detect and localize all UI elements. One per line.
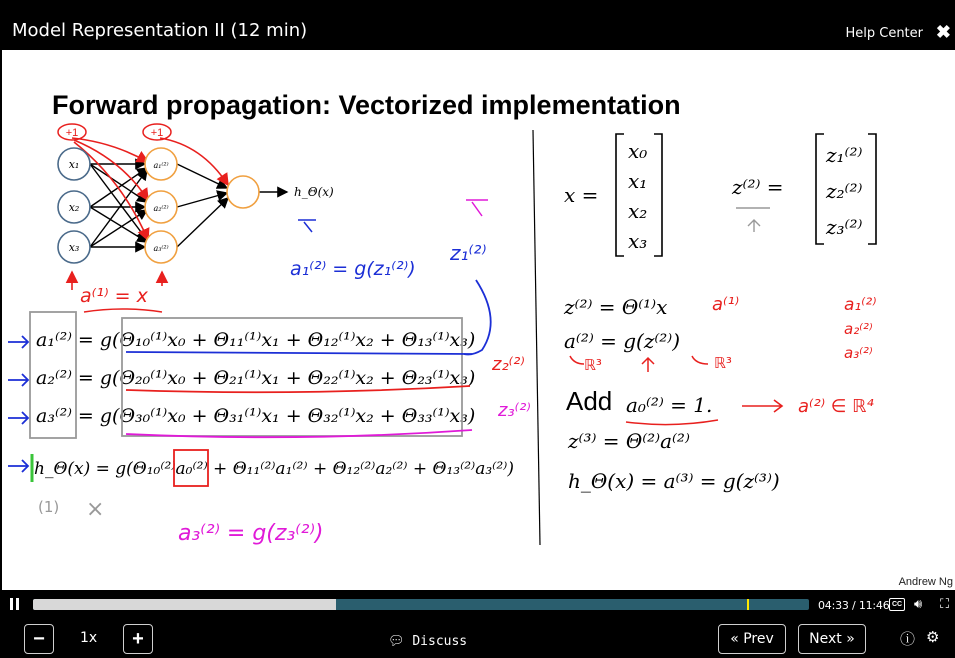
prev-button[interactable]: « Prev (718, 624, 786, 654)
annotation-a3-def: a₃⁽²⁾ = g(z₃⁽²⁾) (178, 521, 324, 546)
equation-a0: a₀⁽²⁾ = 1. (626, 393, 713, 417)
z-vector-entry: z₁⁽²⁾ (826, 143, 863, 167)
annotation-r3-right: ℝ³ (714, 354, 732, 372)
speed-up-button[interactable]: + (123, 624, 153, 654)
equation-add-prefix: Add (566, 386, 613, 416)
slide-credit: Andrew Ng (898, 576, 953, 588)
seek-marker[interactable] (747, 599, 749, 610)
output-label: h_Θ(x) (294, 185, 334, 199)
captions-button[interactable]: CC (889, 598, 905, 611)
x-vector-entry: x₁ (628, 169, 648, 193)
annotation-stack: a₃⁽²⁾ (844, 344, 873, 362)
input-node-label: x₃ (68, 241, 80, 254)
underline-annotation (84, 309, 162, 312)
volume-icon[interactable]: 🔊︎ (914, 596, 923, 611)
fullscreen-icon[interactable]: ⛶ (940, 596, 950, 611)
input-node-label: x₁ (68, 158, 80, 171)
annotation-a-x: a⁽¹⁾ (712, 294, 740, 315)
hidden-node-label: a₁⁽²⁾ (153, 161, 169, 170)
equation-a2: a₂⁽²⁾ = g(Θ₂₀⁽¹⁾x₀ + Θ₂₁⁽¹⁾x₁ + Θ₂₂⁽¹⁾x₂ + Θ₂₃⁽¹⁾x₃) (36, 367, 476, 389)
lecture-slide (2, 50, 955, 590)
pen-mark (642, 358, 654, 372)
pen-mark (466, 200, 488, 216)
x-vector-lhs: x = (564, 183, 599, 207)
pen-arrow (742, 400, 782, 412)
input-node-label: x₂ (68, 201, 80, 214)
title-bar (0, 0, 955, 50)
next-button[interactable]: Next » (798, 624, 866, 654)
annotation-z3: z₃⁽²⁾ (498, 400, 531, 421)
discuss-button[interactable] (388, 634, 467, 649)
underline-red (626, 420, 718, 425)
annotation-cross: × (86, 497, 105, 522)
played-portion (33, 599, 336, 610)
output-node (227, 176, 259, 208)
hidden-node-label: a₃⁽²⁾ (153, 244, 169, 253)
lecture-title: Model Representation II (12 min) (12, 20, 308, 41)
equation-block (34, 329, 514, 479)
annotation-stack: a₁⁽²⁾ (844, 295, 877, 315)
chat-icon: 💬︎ (388, 634, 405, 649)
right-equations (563, 139, 862, 493)
z-vector-entry: z₂⁽²⁾ (826, 179, 863, 203)
slide-divider (533, 130, 540, 545)
bias-label: +1 (150, 127, 164, 139)
annotation-stack: a₂⁽²⁾ (844, 320, 873, 338)
equation-a1: a₁⁽²⁾ = g(Θ₁₀⁽¹⁾x₀ + Θ₁₁⁽¹⁾x₁ + Θ₁₂⁽¹⁾x₂ + Θ₁₃⁽¹⁾x₃) (36, 329, 476, 351)
z-vector-lhs: z⁽²⁾ = (732, 175, 784, 199)
equation-a3: a₃⁽²⁾ = g(Θ₃₀⁽¹⁾x₀ + Θ₃₁⁽¹⁾x₁ + Θ₃₂⁽¹⁾x₂ + Θ₃₃⁽¹⁾x₃) (36, 405, 476, 427)
time-display: 04:33 / 11:46 (818, 599, 890, 612)
equation-z2: z⁽²⁾ = Θ⁽¹⁾x (564, 295, 668, 319)
underline-blue (126, 352, 472, 354)
x-vector-entry: x₃ (628, 229, 648, 253)
row-arrows (8, 336, 28, 472)
close-icon[interactable]: ✖ (935, 22, 951, 42)
gear-icon[interactable]: ⚙ (926, 629, 940, 646)
pen-mark (298, 220, 316, 232)
z-vector-entry: z₃⁽²⁾ (826, 215, 863, 239)
info-icon[interactable]: ⓘ (900, 631, 916, 648)
annotation-z1: z₁⁽²⁾ (450, 241, 487, 265)
network-edges (90, 164, 287, 247)
annotation-a1-def: a₁⁽²⁾ = g(z₁⁽²⁾) (290, 258, 416, 280)
slide-heading: Forward propagation: Vectorized implementation (52, 90, 681, 120)
annotation-z2: z₂⁽²⁾ (492, 354, 525, 375)
equation-a2-g: a⁽²⁾ = g(z⁽²⁾) (564, 329, 681, 353)
hidden-node-label: a₂⁽²⁾ (153, 204, 169, 213)
x-vector-entry: x₀ (628, 139, 648, 163)
speed-down-button[interactable]: − (24, 624, 54, 654)
input-nodes (58, 148, 90, 263)
equation-z3: z⁽³⁾ = Θ⁽²⁾a⁽²⁾ (568, 429, 690, 453)
slide-canvas (2, 50, 955, 590)
x-vector-entry: x₂ (628, 199, 648, 223)
time-current: 04:33 (818, 599, 849, 612)
annotation-a-r4: a⁽²⁾ ∈ ℝ⁴ (798, 396, 874, 417)
speed-value: 1x (80, 630, 98, 646)
discuss-label: Discuss (412, 634, 468, 649)
help-center-link[interactable]: Help Center (845, 26, 923, 41)
pen-mark (748, 220, 760, 232)
annotation-circled: (1) (38, 498, 60, 516)
annotation-r3-left: ℝ³ (584, 356, 602, 374)
control-bar (0, 620, 955, 658)
equation-h: h_Θ(x) = g(Θ₁₀⁽²⁾a₀⁽²⁾ + Θ₁₁⁽²⁾a₁⁽²⁾ + Θ₁₂⁽²⁾a₂⁽²⁾ + Θ₁₃⁽²⁾a₃⁽²⁾) (34, 459, 514, 479)
pause-icon[interactable] (10, 598, 20, 610)
bias-label: +1 (65, 127, 79, 139)
seek-track[interactable] (33, 599, 809, 610)
equation-h-final: h_Θ(x) = a⁽³⁾ = g(z⁽³⁾) (568, 469, 780, 493)
hidden-nodes (145, 148, 334, 263)
time-total: 11:46 (858, 599, 890, 612)
progress-bar-row (0, 590, 955, 620)
annotation-a1-equals-x: a⁽¹⁾ = x (80, 285, 148, 307)
